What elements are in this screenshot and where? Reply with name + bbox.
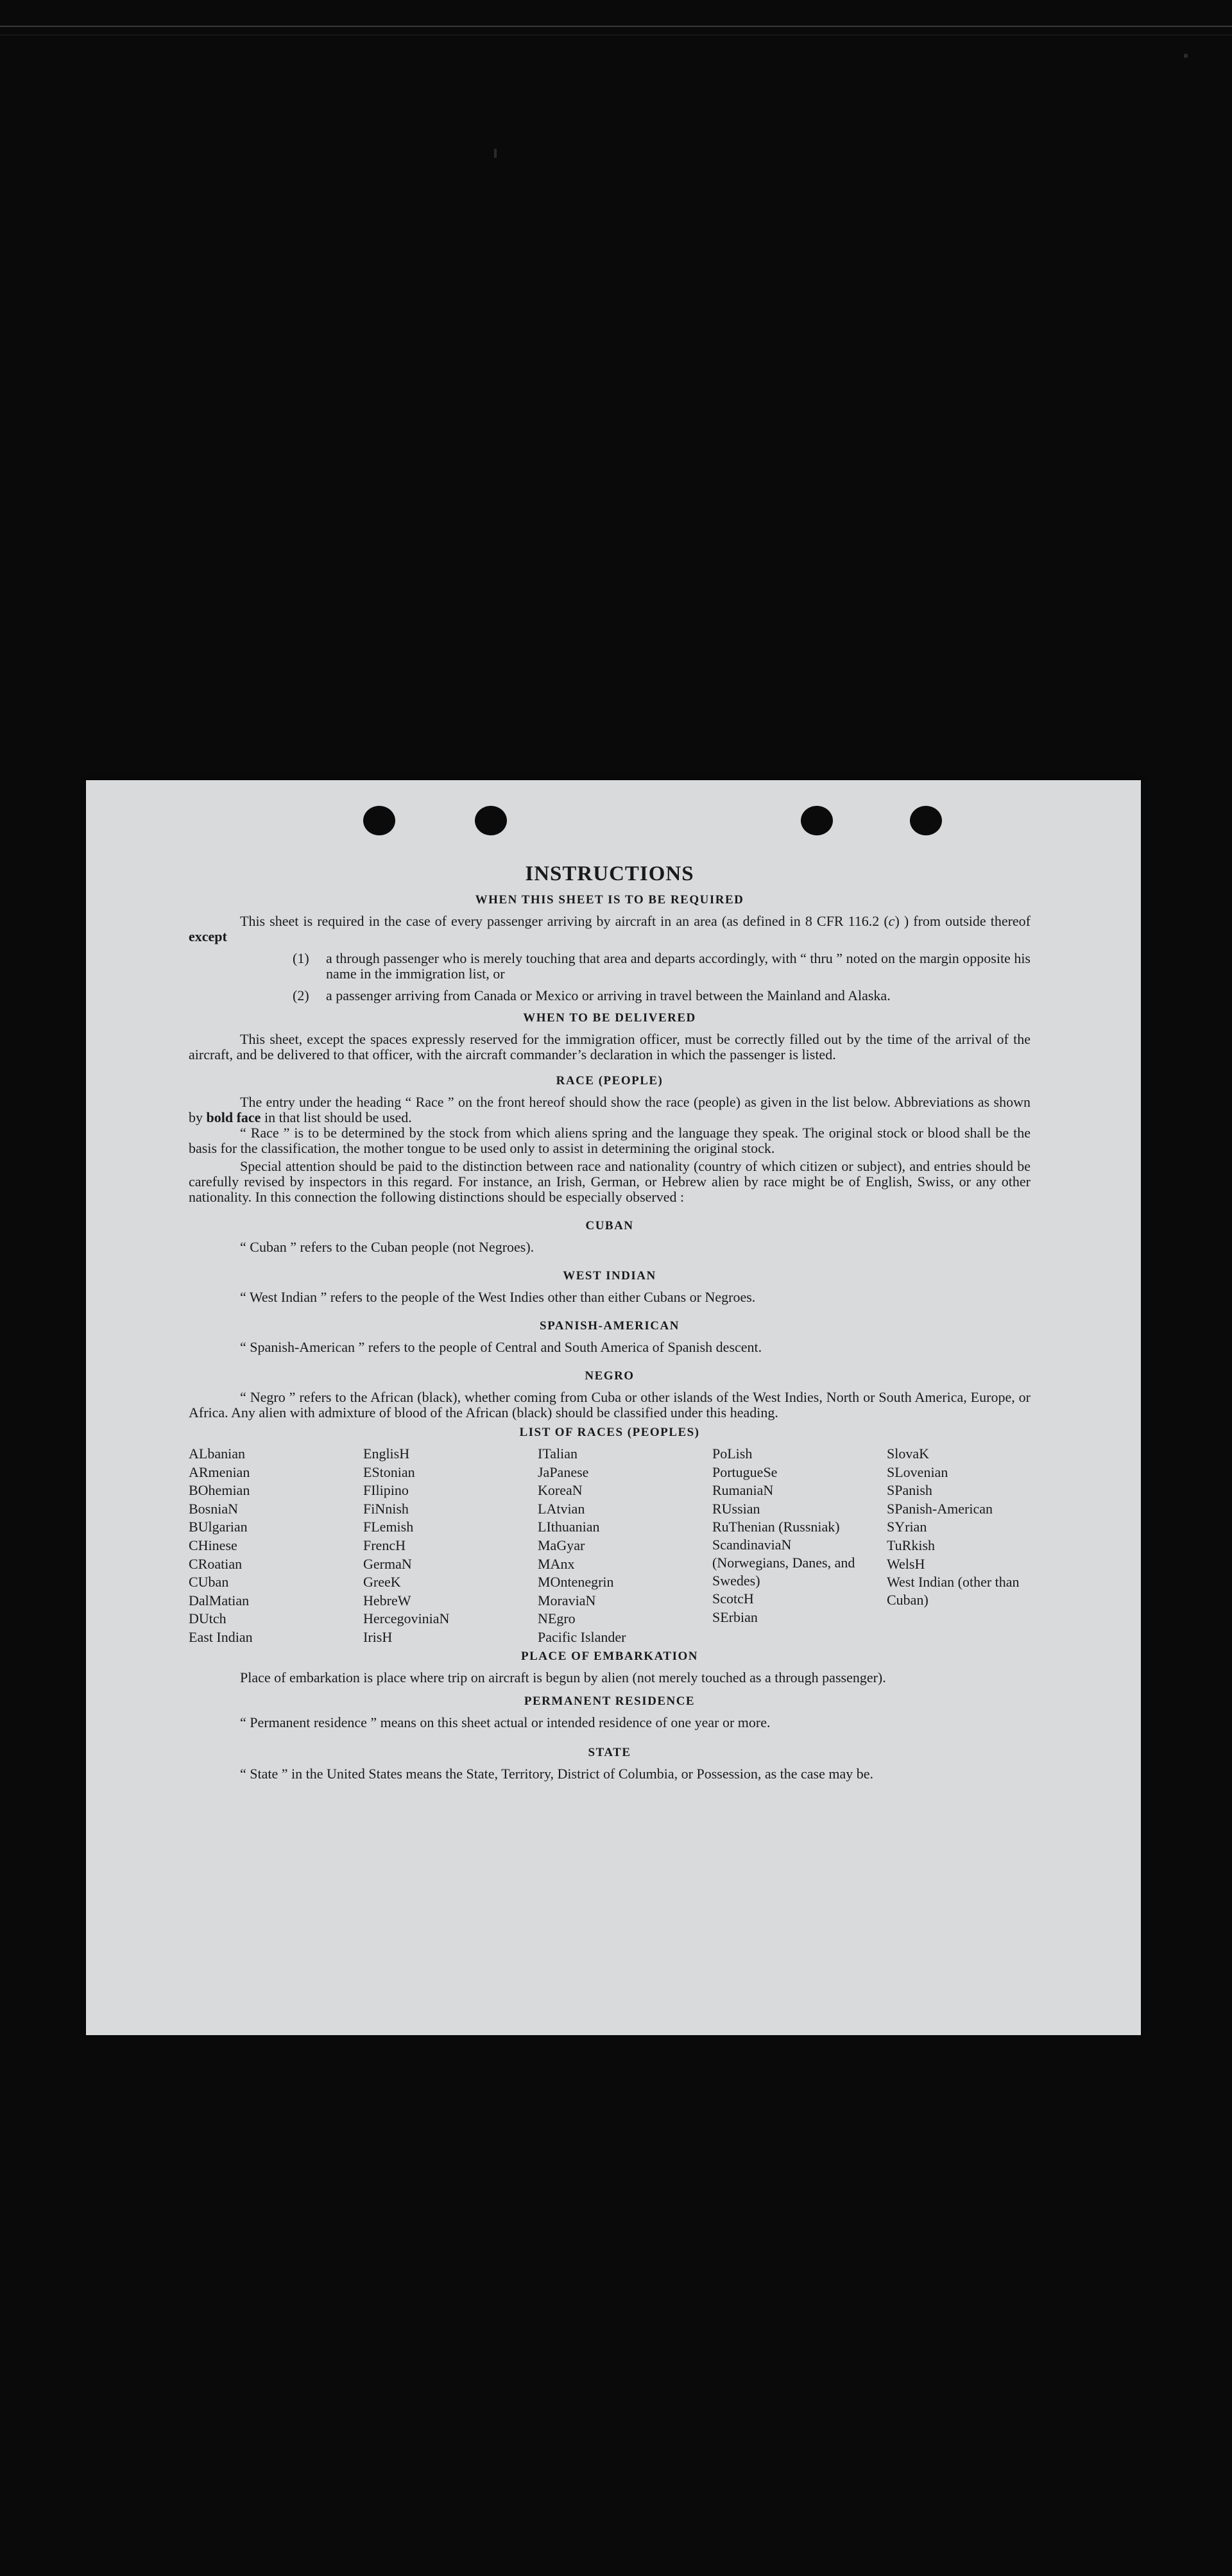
race-entry: SYrian xyxy=(887,1519,927,1535)
race-entry: BOhemian xyxy=(189,1482,250,1499)
race-entry: RumaniaN xyxy=(712,1482,774,1499)
section-paragraph: “ Negro ” refers to the African (black), whether coming from Cuba or other islands of the West Indies, North or South America, Europe, or Africa. Any alien with admixture of blood of the African (black) should be classified under this heading. xyxy=(189,1389,1031,1420)
race-entry: CUban xyxy=(189,1574,229,1591)
race-entry: FLemish xyxy=(363,1519,414,1535)
race-entry: CRoatian xyxy=(189,1555,243,1572)
race-entry: NEgro xyxy=(538,1610,576,1627)
race-entry: CHinese xyxy=(189,1537,237,1553)
section-paragraph: This sheet is required in the case of every passenger arriving by aircraft in an area (as defined in 8 CFR 116.2 (c) ) from outside thereof except xyxy=(189,913,1031,944)
scan-speck xyxy=(1184,54,1188,58)
race-entry: FrencH xyxy=(363,1537,406,1553)
race-column xyxy=(189,1445,363,1647)
race-entry: DUtch xyxy=(189,1610,227,1627)
race-column xyxy=(538,1445,712,1647)
section-heading: WEST INDIAN xyxy=(563,1269,656,1283)
document-title: INSTRUCTIONS xyxy=(525,862,694,885)
race-entry: ALbanian xyxy=(189,1446,245,1462)
race-entry: HebreW xyxy=(363,1592,411,1608)
race-entry: PoLish xyxy=(712,1446,753,1462)
section-heading: PERMANENT RESIDENCE xyxy=(524,1694,696,1708)
race-entry: SPanish xyxy=(887,1482,932,1499)
race-entry: MoraviaN xyxy=(538,1592,596,1608)
race-entry: JaPanese xyxy=(538,1463,589,1480)
race-entry: West Indian (other than Cuban) xyxy=(887,1574,1020,1608)
race-entry: GreeK xyxy=(363,1574,401,1591)
race-entry: SErbian xyxy=(712,1608,758,1625)
race-entry: FIlipino xyxy=(363,1482,409,1499)
race-column xyxy=(363,1445,538,1647)
scan-speck xyxy=(494,149,497,158)
instructions-body xyxy=(189,862,1031,1782)
section-heading: PLACE OF EMBARKATION xyxy=(521,1649,698,1663)
race-entry: SlovaK xyxy=(887,1446,929,1462)
section-paragraph: “ West Indian ” refers to the people of the West Indies other than either Cubans or Negroes. xyxy=(240,1289,756,1305)
punch-hole xyxy=(910,806,942,835)
section-heading: RACE (PEOPLE) xyxy=(556,1074,663,1088)
section-paragraph: Place of embarkation is place where trip on aircraft is begun by alien (not merely touched as a through passenger). xyxy=(240,1669,886,1685)
race-entry: RuThenian (Russniak) xyxy=(712,1519,840,1535)
race-entry: EnglisH xyxy=(363,1446,410,1462)
section-heading: CUBAN xyxy=(585,1219,634,1233)
race-entry: RUssian xyxy=(712,1500,760,1517)
section-heading: SPANISH-AMERICAN xyxy=(540,1319,680,1333)
race-entry: PortugueSe xyxy=(712,1463,778,1480)
race-entry: DalMatian xyxy=(189,1592,250,1608)
race-entry: FiNnish xyxy=(363,1500,409,1517)
exception-item: (2) a passenger arriving from Canada or Mexico or arriving in travel between the Mainland and Alaska. xyxy=(293,987,891,1003)
race-entry: East Indian xyxy=(189,1628,253,1645)
section-heading: NEGRO xyxy=(585,1369,635,1383)
section-heading: STATE xyxy=(588,1745,631,1759)
race-entry: BosniaN xyxy=(189,1500,238,1517)
exception-item: (1) a through passenger who is merely touching that area and departs accordingly, with “ thru ” noted on the margin opposite his name in the immigration list, or xyxy=(293,950,1031,982)
race-entry: BUlgarian xyxy=(189,1519,248,1535)
race-entry: MAnx xyxy=(538,1555,575,1572)
race-entry: SPanish-American xyxy=(887,1500,993,1517)
section-heading: WHEN TO BE DELIVERED xyxy=(523,1011,696,1025)
race-entry: MOntenegrin xyxy=(538,1574,614,1591)
punch-hole xyxy=(363,806,395,835)
section-paragraph: “ Spanish-American ” refers to the people of Central and South America of Spanish descent. xyxy=(240,1339,762,1355)
document-page xyxy=(86,780,1141,2035)
punch-hole xyxy=(475,806,507,835)
race-entry: IrisH xyxy=(363,1628,393,1645)
punch-hole xyxy=(801,806,833,835)
section-paragraph: Special attention should be paid to the distinction between race and nationality (country of which citizen or subject), and entries should be carefully revised by inspectors in this regard. For instance, an Irish, German, or Hebrew alien by race might be of English, Swiss, or any other nationality. In this connection the following distinctions should be especially observed : xyxy=(189,1158,1031,1205)
race-column xyxy=(712,1445,887,1647)
race-entry: SLovenian xyxy=(887,1463,948,1480)
section-paragraph: This sheet, except the spaces expressly reserved for the immigration officer, must be correctly filled out by the time of the arrival of the aircraft, and be delivered to that officer, with the aircraft commander’s declaration in which the passenger is listed. xyxy=(189,1031,1031,1062)
race-entry: LAtvian xyxy=(538,1500,585,1517)
section-paragraph: “ Permanent residence ” means on this sheet actual or intended residence of one year or more. xyxy=(240,1714,771,1730)
race-entry: Pacific Islander xyxy=(538,1628,626,1645)
race-entry: ITalian xyxy=(538,1446,578,1462)
race-entry: MaGyar xyxy=(538,1537,585,1553)
race-entry: HercegoviniaN xyxy=(363,1610,450,1627)
race-entry: ScandinaviaN (Norwegians, Danes, and Swedes) xyxy=(712,1537,855,1589)
scan-top-border xyxy=(0,26,1232,27)
section-paragraph: “ State ” in the United States means the State, Territory, District of Columbia, or Possession, as the case may be. xyxy=(240,1765,874,1782)
race-entry: ScotcH xyxy=(712,1591,754,1607)
section-heading: LIST OF RACES (PEOPLES) xyxy=(519,1426,700,1439)
race-entry: KoreaN xyxy=(538,1482,583,1499)
race-entry: TuRkish xyxy=(887,1537,936,1553)
race-entry: EStonian xyxy=(363,1463,415,1480)
section-heading: WHEN THIS SHEET IS TO BE REQUIRED xyxy=(475,893,744,907)
section-paragraph: “ Cuban ” refers to the Cuban people (not Negroes). xyxy=(240,1239,535,1255)
race-column xyxy=(887,1445,1031,1647)
races-list xyxy=(189,1445,1031,1647)
section-paragraph: The entry under the heading “ Race ” on the front hereof should show the race (people) as given in the list below. Abbreviations as shown by bold face in that list should be used. xyxy=(189,1094,1031,1125)
section-paragraph: “ Race ” is to be determined by the stock from which aliens spring and the language they speak. The original stock or blood shall be the basis for the classification, the mother tongue to be used only to assist in determining the original stock. xyxy=(189,1125,1031,1156)
race-entry: ARmenian xyxy=(189,1463,250,1480)
race-entry: LIthuanian xyxy=(538,1519,600,1535)
race-entry: WelsH xyxy=(887,1555,925,1572)
race-entry: GermaN xyxy=(363,1555,412,1572)
